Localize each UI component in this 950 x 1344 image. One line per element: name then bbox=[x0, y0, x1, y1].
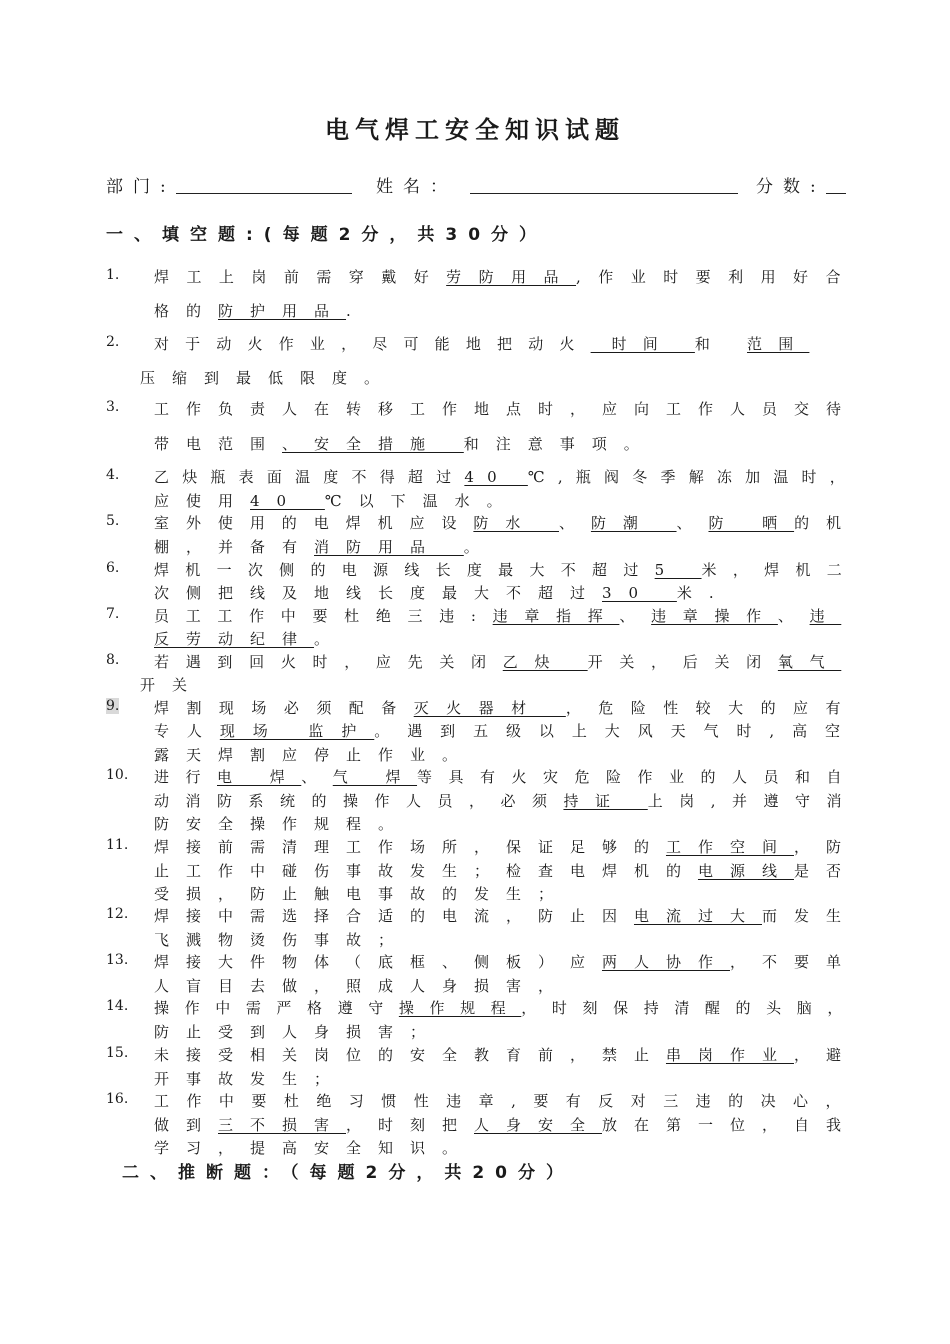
question-line bbox=[140, 674, 204, 695]
question-line bbox=[154, 536, 496, 557]
question-text: 防安全操作规程。 bbox=[154, 815, 411, 833]
question-text: 。 bbox=[314, 630, 347, 648]
answer-blank[interactable]: 违 bbox=[809, 607, 842, 625]
question-number: 5. bbox=[106, 513, 120, 529]
question-text: 格的 bbox=[154, 302, 219, 320]
question-text: 和注意事项。 bbox=[463, 435, 656, 453]
answer-blank[interactable]: 防 晒 bbox=[708, 514, 795, 532]
question-text: 上岗,并遵守消 bbox=[647, 792, 858, 810]
question-line bbox=[154, 490, 519, 511]
question-text: 、 bbox=[301, 768, 333, 786]
question-text: 是否 bbox=[793, 862, 858, 880]
question-line bbox=[154, 582, 731, 603]
question-line bbox=[154, 651, 841, 672]
question-number: 15. bbox=[106, 1045, 129, 1061]
question-text: 工作负责人在转移工作地点时，应向工作人员交待 bbox=[154, 400, 858, 418]
question-line bbox=[154, 512, 858, 533]
question-text: 焊接前需清理工作场所，保证足够的 bbox=[154, 838, 666, 856]
question-number: 16. bbox=[106, 1091, 129, 1107]
question-text: 动消防系统的操作人员，必须 bbox=[154, 792, 564, 810]
answer-blank[interactable]: 范围 bbox=[747, 335, 810, 353]
question-line bbox=[154, 605, 841, 626]
question-number: 7. bbox=[106, 606, 120, 622]
question-line bbox=[154, 860, 858, 881]
question-text: 乙炔瓶表面温度不得超过 bbox=[154, 468, 465, 486]
question-line bbox=[154, 766, 858, 787]
answer-blank[interactable]: 40 bbox=[250, 492, 325, 510]
question-number: 10. bbox=[106, 767, 129, 783]
question-line bbox=[154, 997, 858, 1018]
question-text: 若遇到回火时，应先关闭 bbox=[154, 653, 503, 671]
question-text: 焊接大件物体（底框、侧板）应 bbox=[154, 953, 602, 971]
question-number: 11. bbox=[106, 837, 129, 853]
question-line bbox=[154, 1044, 858, 1065]
question-line bbox=[154, 333, 809, 354]
question-text: 专人 bbox=[154, 722, 220, 740]
question-number: 6. bbox=[106, 560, 120, 576]
question-line bbox=[154, 466, 858, 487]
question-line bbox=[154, 929, 410, 950]
question-text: 工作中要杜绝习惯性违章,要有反对三违的决心， bbox=[154, 1092, 858, 1110]
question-text: 对于动火作业，尽可能地把动火 bbox=[154, 335, 591, 353]
question-text: 。 bbox=[463, 538, 496, 556]
answer-blank[interactable]: 乙炔 bbox=[502, 653, 588, 671]
question-line bbox=[154, 744, 474, 765]
question-text: 进行 bbox=[154, 768, 217, 786]
answer-blank[interactable]: 电 焊 bbox=[217, 768, 302, 786]
question-text: 飞溅物烫伤事故； bbox=[154, 931, 411, 949]
question-line bbox=[154, 720, 858, 741]
question-text: ℃,瓶阀冬季解冻加温时， bbox=[527, 468, 858, 486]
question-line bbox=[154, 559, 858, 580]
score-label: 分数: bbox=[756, 177, 826, 197]
question-text: 。遇到五级以上大风天气时,高空 bbox=[374, 722, 858, 740]
question-line bbox=[140, 367, 396, 388]
question-text: 焊工上岗前需穿戴好 bbox=[154, 268, 447, 286]
question-line bbox=[154, 697, 858, 718]
answer-blank[interactable]: 人身安全 bbox=[474, 1116, 602, 1134]
answer-blank[interactable]: 防水 bbox=[473, 514, 559, 532]
question-text: 做到 bbox=[154, 1116, 218, 1134]
answer-blank[interactable]: 违章操作 bbox=[651, 607, 778, 625]
question-text: ，危险性较大的应有 bbox=[565, 699, 858, 717]
answer-blank[interactable]: 40 bbox=[464, 468, 528, 486]
question-line bbox=[154, 1068, 346, 1089]
answer-blank[interactable]: 消防用品 bbox=[314, 538, 464, 556]
question-text: 室外使用的电焊机应设 bbox=[154, 514, 474, 532]
question-text: 应使用 bbox=[154, 492, 251, 510]
question-text: ℃以下温水。 bbox=[324, 492, 519, 510]
question-line bbox=[154, 300, 368, 321]
question-text: 受损，防止触电事故的发生； bbox=[154, 885, 571, 903]
question-text: 、 bbox=[676, 514, 709, 532]
question-text: 米，焊机二 bbox=[701, 561, 858, 579]
question-text: ，防 bbox=[793, 838, 858, 856]
question-line bbox=[154, 266, 858, 287]
answer-blank[interactable]: 违章指挥 bbox=[492, 607, 620, 625]
answer-blank[interactable]: 两人协作 bbox=[601, 953, 730, 971]
answer-blank[interactable]: 防潮 bbox=[590, 514, 677, 532]
question-text: 放在第一位，自我 bbox=[602, 1116, 858, 1134]
question-text: ，不要单 bbox=[729, 953, 858, 971]
question-text: 学习，提高安全知识。 bbox=[154, 1139, 475, 1157]
question-number: 3. bbox=[106, 399, 120, 415]
answer-blank[interactable]: 工作空间 bbox=[665, 838, 794, 856]
question-line bbox=[154, 883, 570, 904]
answer-blank[interactable]: 现场 监护 bbox=[219, 722, 375, 740]
question-line bbox=[154, 951, 858, 972]
question-text: 的机 bbox=[794, 514, 858, 532]
answer-blank[interactable]: 灭火器材 bbox=[413, 699, 566, 717]
question-number: 8. bbox=[106, 652, 120, 668]
answer-blank[interactable]: 时间 bbox=[590, 335, 695, 353]
answer-blank[interactable]: 5 bbox=[654, 561, 702, 579]
question-text: 开事故发生； bbox=[154, 1070, 347, 1088]
question-text: 焊接中需选择合适的电流，防止因 bbox=[154, 907, 634, 925]
question-number: 13. bbox=[106, 952, 129, 968]
question-text: . bbox=[346, 302, 368, 320]
question-text: 米. bbox=[676, 584, 731, 602]
question-line bbox=[154, 905, 858, 926]
question-text: ,作业时要利用好合 bbox=[576, 268, 858, 286]
question-text: 、 bbox=[558, 514, 591, 532]
question-text: 、 bbox=[777, 607, 810, 625]
answer-blank[interactable]: 电源线 bbox=[697, 862, 794, 880]
question-text: 止工作中碰伤事故发生；检查电焊机的 bbox=[154, 862, 698, 880]
answer-blank[interactable]: 防护用品 bbox=[218, 302, 347, 320]
question-text: 等具有火灾危险作业的人员和自 bbox=[417, 768, 858, 786]
department-field[interactable] bbox=[176, 193, 352, 194]
name-field[interactable] bbox=[470, 193, 738, 194]
answer-blank[interactable]: 串岗作业 bbox=[665, 1046, 794, 1064]
question-line bbox=[154, 398, 858, 419]
answer-blank[interactable]: 操作规程 bbox=[398, 999, 522, 1017]
question-text: 棚，并备有 bbox=[154, 538, 315, 556]
answer-blank[interactable]: 氧气 bbox=[777, 653, 842, 671]
question-text: 和 bbox=[694, 335, 748, 353]
question-number: 12. bbox=[106, 906, 129, 922]
question-line bbox=[154, 1021, 442, 1042]
question-line bbox=[154, 790, 858, 811]
question-text: 员工工作中要杜绝三违: bbox=[154, 607, 493, 625]
question-number: 2. bbox=[106, 334, 120, 350]
section-judgment-title: 二、推断题：（每题2分，共20分） bbox=[122, 1163, 574, 1183]
department-label: 部门: bbox=[106, 177, 176, 197]
question-line bbox=[154, 628, 346, 649]
question-text: 防止受到人身损害； bbox=[154, 1023, 443, 1041]
question-text: 压缩到最低限度。 bbox=[140, 369, 397, 387]
question-number: 4. bbox=[106, 467, 120, 483]
answer-blank[interactable]: 、安全措施 bbox=[282, 435, 464, 453]
question-text: 次侧把线及地线长度最大不超过 bbox=[154, 584, 603, 602]
answer-blank[interactable]: 持证 bbox=[563, 792, 648, 810]
question-text: ，时刻把 bbox=[346, 1116, 474, 1134]
question-text: 焊割现场必须配备 bbox=[154, 699, 414, 717]
question-line bbox=[154, 836, 858, 857]
question-line bbox=[154, 433, 656, 454]
question-text: 、 bbox=[619, 607, 652, 625]
question-number: 1. bbox=[106, 267, 120, 283]
answer-blank[interactable]: 三不损害 bbox=[218, 1116, 346, 1134]
answer-blank[interactable]: 反劳动纪律 bbox=[154, 630, 315, 648]
question-text: 操作中需严格遵守 bbox=[154, 999, 399, 1017]
section-fill-blank-title: 一、填空题:(每题2分，共30分） bbox=[106, 225, 548, 245]
score-field[interactable] bbox=[826, 193, 846, 194]
question-text: 人盲目去做，照成人身损害， bbox=[154, 977, 571, 995]
question-text: ，时刻保持清醒的头脑， bbox=[521, 999, 858, 1017]
page-title: 电气焊工安全知识试题 bbox=[325, 116, 625, 144]
question-text: 带电范围 bbox=[154, 435, 283, 453]
question-line bbox=[154, 813, 410, 834]
answer-blank[interactable]: 电流过大 bbox=[633, 907, 762, 925]
answer-blank[interactable]: 30 bbox=[602, 584, 677, 602]
question-text: 而发生 bbox=[761, 907, 858, 925]
question-line bbox=[154, 975, 570, 996]
question-line bbox=[154, 1114, 858, 1135]
answer-blank[interactable]: 劳防用品 bbox=[446, 268, 577, 286]
question-text: 开关 bbox=[140, 676, 205, 694]
question-line bbox=[154, 1090, 858, 1111]
question-number: 14. bbox=[106, 998, 129, 1014]
answer-blank[interactable]: 气 焊 bbox=[332, 768, 418, 786]
question-text: 未接受相关岗位的安全教育前，禁止 bbox=[154, 1046, 666, 1064]
question-number: 9. bbox=[106, 698, 120, 714]
question-text: ，避 bbox=[793, 1046, 858, 1064]
question-text: 焊机一次侧的电源线长度最大不超过 bbox=[154, 561, 655, 579]
question-line bbox=[154, 1137, 474, 1158]
question-text: 开关，后关闭 bbox=[587, 653, 778, 671]
name-label: 姓名： bbox=[376, 177, 457, 197]
question-text: 露天焊割应停止作业。 bbox=[154, 746, 475, 764]
